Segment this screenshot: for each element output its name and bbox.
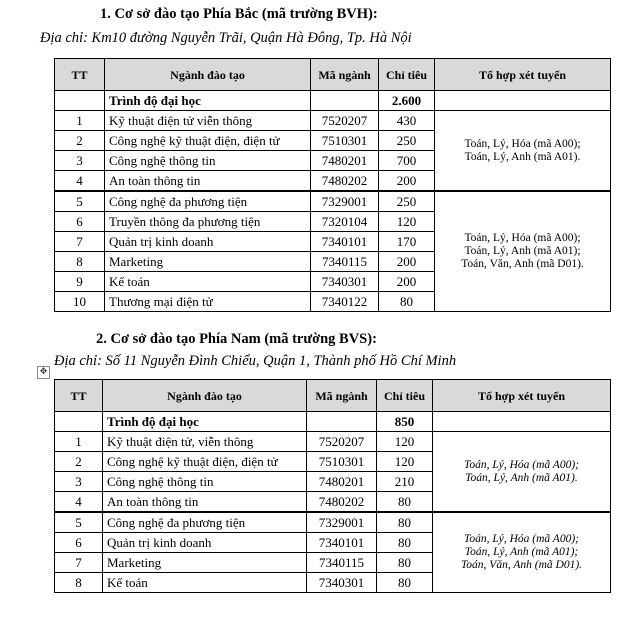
row-chitieu: 80: [377, 512, 433, 533]
row-ma: 7340115: [311, 252, 379, 272]
header-tt: TT: [55, 59, 105, 91]
row-nganh: Truyền thông đa phương tiện: [105, 212, 311, 232]
row-tt: 5: [55, 512, 103, 533]
row-chitieu: 250: [379, 131, 435, 151]
section1-heading: 1. Cơ sở đào tạo Phía Bắc (mã trường BVH):: [100, 6, 378, 22]
row-nganh: Công nghệ đa phương tiện: [103, 512, 307, 533]
row-ma: 7480202: [307, 492, 377, 513]
row-ma: 7340122: [311, 292, 379, 312]
row-chitieu: 700: [379, 151, 435, 171]
row-nganh: Công nghệ kỹ thuật điện, điện tử: [105, 131, 311, 151]
row-tt: 6: [55, 533, 103, 553]
row-ma: 7340101: [307, 533, 377, 553]
row-ma: 7329001: [311, 191, 379, 212]
row-ma: 7480201: [307, 472, 377, 492]
total-tohop: [433, 412, 611, 432]
row-tt: 10: [55, 292, 105, 312]
row-ma: 7340101: [311, 232, 379, 252]
row-tt: 5: [55, 191, 105, 212]
row-tt: 8: [55, 573, 103, 593]
total-tohop: [435, 91, 611, 111]
tohop-line: Toán, Lý, Hóa (mã A00);: [464, 232, 581, 244]
row-chitieu: 430: [379, 111, 435, 131]
row-nganh: Thương mại điện tử: [105, 292, 311, 312]
row-nganh: Kế toán: [103, 573, 307, 593]
row-chitieu: 80: [377, 573, 433, 593]
row-ma: 7340301: [311, 272, 379, 292]
section2-heading: 2. Cơ sở đào tạo Phía Nam (mã trường BVS):: [96, 331, 377, 347]
row-nganh: Kỹ thuật điện tử, viễn thông: [103, 432, 307, 452]
table-header-row: [55, 380, 611, 412]
row-tt: 3: [55, 472, 103, 492]
row-tt: 1: [55, 111, 105, 131]
total-row: [55, 412, 611, 432]
row-tt: 2: [55, 131, 105, 151]
row-chitieu: 210: [377, 472, 433, 492]
table-row: [55, 111, 611, 131]
header-ma: Mã ngành: [311, 59, 379, 91]
table-south: [54, 379, 611, 593]
header-chitieu: Chỉ tiêu: [379, 59, 435, 91]
row-chitieu: 80: [379, 292, 435, 312]
header-nganh: Ngành đào tạo: [105, 59, 311, 91]
tohop-line: Toán, Văn, Anh (mã D01).: [460, 559, 583, 571]
row-ma: 7320104: [311, 212, 379, 232]
row-chitieu: 120: [379, 212, 435, 232]
section2-address: Địa chỉ: Số 11 Nguyễn Đình Chiểu, Quận 1, Thành phố Hồ Chí Minh: [54, 353, 457, 369]
tohop-group-b: [435, 191, 611, 312]
total-ma: [307, 412, 377, 432]
row-ma: 7340301: [307, 573, 377, 593]
row-ma: 7329001: [307, 512, 377, 533]
row-nganh: Kỹ thuật điện tử viễn thông: [105, 111, 311, 131]
row-chitieu: 200: [379, 272, 435, 292]
tohop-line: Toán, Lý, Anh (mã A01).: [465, 471, 578, 484]
row-tt: 7: [55, 553, 103, 573]
row-chitieu: 80: [377, 553, 433, 573]
header-ma: Mã ngành: [307, 380, 377, 412]
header-nganh: Ngành đào tạo: [103, 380, 307, 412]
row-tt: 6: [55, 212, 105, 232]
total-tt: [55, 412, 103, 432]
row-chitieu: 80: [377, 533, 433, 553]
table-row: [55, 432, 611, 452]
section1-address: Địa chỉ: Km10 đường Nguyễn Trãi, Quận Hà Đông, Tp. Hà Nội: [40, 30, 412, 46]
row-tt: 4: [55, 171, 105, 192]
row-tt: 7: [55, 232, 105, 252]
total-value: 850: [377, 412, 433, 432]
row-tt: 4: [55, 492, 103, 513]
tohop-line: Toán, Lý, Anh (mã A01);: [464, 245, 581, 257]
row-ma: 7510301: [311, 131, 379, 151]
row-nganh: Quản trị kinh doanh: [103, 533, 307, 553]
tohop-line: Toán, Văn, Anh (mã D01).: [461, 258, 584, 270]
row-ma: 7340115: [307, 553, 377, 573]
table-north: [54, 58, 611, 312]
header-tohop: Tổ hợp xét tuyển: [435, 59, 611, 91]
row-tt: 1: [55, 432, 103, 452]
row-nganh: An toàn thông tin: [103, 492, 307, 513]
row-nganh: Công nghệ đa phương tiện: [105, 191, 311, 212]
row-ma: 7520207: [311, 111, 379, 131]
tohop-line: Toán, Lý, Hóa (mã A00);: [464, 137, 581, 150]
row-chitieu: 200: [379, 252, 435, 272]
row-nganh: Marketing: [103, 553, 307, 573]
table-row: [55, 512, 611, 533]
row-chitieu: 170: [379, 232, 435, 252]
row-ma: 7510301: [307, 452, 377, 472]
row-chitieu: 250: [379, 191, 435, 212]
total-value: 2.600: [379, 91, 435, 111]
header-tt: TT: [55, 380, 103, 412]
row-nganh: An toàn thông tin: [105, 171, 311, 192]
total-label: Trình độ đại học: [103, 412, 307, 432]
total-ma: [311, 91, 379, 111]
header-chitieu: Chỉ tiêu: [377, 380, 433, 412]
row-nganh: Marketing: [105, 252, 311, 272]
row-chitieu: 120: [377, 452, 433, 472]
tohop-group-a: [435, 111, 611, 192]
tohop-group-a: [433, 432, 611, 513]
row-tt: 9: [55, 272, 105, 292]
row-chitieu: 120: [377, 432, 433, 452]
tohop-line: Toán, Lý, Hóa (mã A00);: [463, 458, 579, 471]
total-label: Trình độ đại học: [105, 91, 311, 111]
total-row: [55, 91, 611, 111]
table-row: [55, 191, 611, 212]
row-ma: 7480202: [311, 171, 379, 192]
row-tt: 2: [55, 452, 103, 472]
row-chitieu: 80: [377, 492, 433, 513]
tohop-line: Toán, Lý, Anh (mã A01).: [464, 150, 581, 163]
row-nganh: Công nghệ thông tin: [105, 151, 311, 171]
row-tt: 8: [55, 252, 105, 272]
move-arrows-icon[interactable]: ✥: [37, 366, 50, 379]
tohop-line: Toán, Lý, Hóa (mã A00);: [463, 533, 579, 545]
row-ma: 7480201: [311, 151, 379, 171]
header-tohop: Tổ hợp xét tuyển: [433, 380, 611, 412]
row-nganh: Kế toán: [105, 272, 311, 292]
total-tt: [55, 91, 105, 111]
tohop-group-b: [433, 512, 611, 593]
row-ma: 7520207: [307, 432, 377, 452]
row-nganh: Công nghệ thông tin: [103, 472, 307, 492]
row-tt: 3: [55, 151, 105, 171]
row-nganh: Công nghệ kỹ thuật điện, điện tử: [103, 452, 307, 472]
tohop-line: Toán, Lý, Anh (mã A01);: [464, 546, 579, 558]
row-nganh: Quản trị kinh doanh: [105, 232, 311, 252]
table-header-row: [55, 59, 611, 91]
row-chitieu: 200: [379, 171, 435, 192]
